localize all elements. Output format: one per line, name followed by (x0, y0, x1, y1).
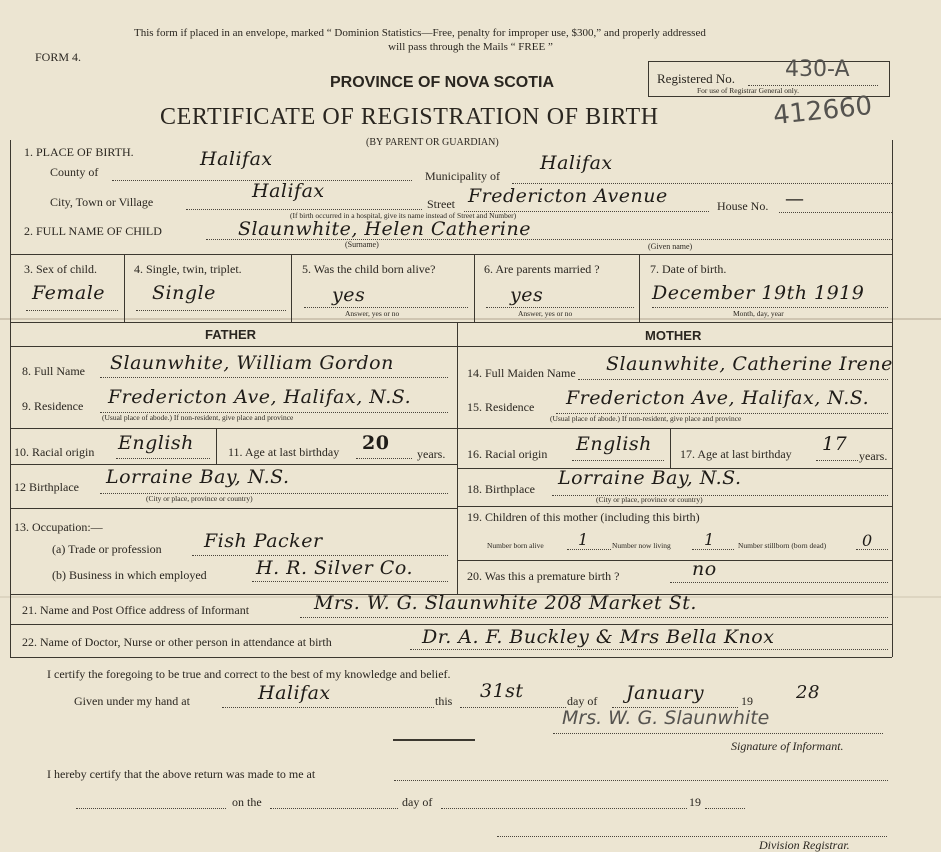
married-value: yes (510, 284, 544, 306)
given-name-caption: (Given name) (648, 242, 693, 251)
informant-label: 21. Name and Post Office address of Informant (22, 603, 250, 617)
registrar-on-the-label: on the (232, 795, 262, 809)
registrar-year-prefix: 19 (689, 795, 701, 809)
plurality-label: 4. Single, twin, triplet. (134, 262, 242, 276)
house-label: House No. (717, 199, 769, 213)
premature-label: 20. Was this a premature birth ? (467, 569, 620, 583)
father-heading: FATHER (205, 327, 257, 342)
day-of-label: day of (567, 694, 598, 708)
father-residence-caption: (Usual place of abode.) If non-resident, give place and province (102, 413, 294, 422)
mother-residence-label: 15. Residence (467, 400, 535, 414)
father-birthplace-value: Lorraine Bay, N.S. (106, 466, 290, 488)
dob-value: December 19th 1919 (652, 282, 865, 304)
attendant-label: 22. Name of Doctor, Nurse or other person in attendance at birth (22, 635, 332, 649)
premature-value: no (692, 558, 717, 580)
mother-birthplace-label: 18. Birthplace (467, 482, 535, 496)
alive-label: 5. Was the child born alive? (302, 262, 436, 276)
mother-birthplace-value: Lorraine Bay, N.S. (558, 467, 742, 489)
father-name-label: 8. Full Name (22, 364, 85, 378)
year-prefix: 19 (741, 694, 753, 708)
father-age-years: years. (417, 447, 446, 461)
given-year-value: 28 (796, 682, 820, 703)
father-residence-value: Fredericton Ave, Halifax, N.S. (108, 386, 412, 408)
stillborn-label: Number stillborn (born dead) (738, 541, 827, 550)
child-name-value: Slaunwhite, Helen Catherine (238, 218, 531, 240)
informant-signature: Mrs. W. G. Slaunwhite (562, 707, 770, 729)
registrar-statement: I hereby certify that the above return was made to me at (47, 767, 316, 781)
city-label: City, Town or Village (50, 195, 154, 209)
father-name-value: Slaunwhite, William Gordon (110, 352, 394, 374)
registrar-caption: Division Registrar. (759, 838, 850, 852)
municipality-value: Halifax (540, 152, 613, 174)
alive-value: yes (332, 284, 366, 306)
married-label: 6. Are parents married ? (484, 262, 600, 276)
mailing-notice: This form if placed in an envelope, marked “ Dominion Statistics—Free, penalty for improper use, $300,” and properly addressed (134, 27, 706, 39)
mother-age-years: years. (859, 449, 888, 463)
place-of-birth-heading: 1. PLACE OF BIRTH. (24, 145, 134, 159)
attendant-value: Dr. A. F. Buckley & Mrs Bella Knox (422, 626, 775, 648)
plurality-value: Single (152, 282, 216, 304)
registration-note: For use of Registrar General only. (697, 86, 799, 95)
father-age-value: 20 (362, 432, 390, 454)
business-label: (b) Business in which employed (52, 568, 207, 582)
occupation-label: 13. Occupation:— (14, 520, 103, 534)
informant-value: Mrs. W. G. Slaunwhite 208 Market St. (314, 592, 697, 614)
father-birthplace-label: 12 Birthplace (14, 480, 79, 494)
certification-statement: I certify the foregoing to be true and correct to the best of my knowledge and belief. (47, 667, 451, 681)
father-racial-value: English (118, 432, 194, 454)
father-age-label: 11. Age at last birthday (228, 445, 340, 459)
business-value: H. R. Silver Co. (256, 557, 413, 579)
mailing-notice-free: will pass through the Mails “ FREE ” (388, 41, 553, 53)
this-label: this (435, 694, 453, 708)
mother-residence-value: Fredericton Ave, Halifax, N.S. (566, 387, 870, 409)
mother-birthplace-caption: (City or place, province or country) (596, 495, 703, 504)
children-label: 19. Children of this mother (including this birth) (467, 510, 700, 524)
surname-caption: (Surname) (345, 240, 379, 249)
paper-fold (0, 318, 941, 320)
mother-residence-caption: (Usual place of abode.) If non-resident, give place and province (550, 414, 742, 423)
given-day-value: 31st (480, 680, 524, 702)
given-place-value: Halifax (258, 682, 331, 704)
alive-caption: Answer, yes or no (345, 309, 400, 318)
mother-age-value: 17 (822, 433, 848, 455)
registration-label: Registered No. (657, 71, 735, 86)
father-birthplace-caption: (City or place, province or country) (146, 494, 253, 503)
married-caption: Answer, yes or no (518, 309, 573, 318)
registrar-day-of-label: day of (402, 795, 433, 809)
city-value: Halifax (252, 180, 325, 202)
page-subtitle: (BY PARENT OR GUARDIAN) (366, 137, 499, 148)
street-value: Fredericton Avenue (468, 185, 668, 207)
sex-label: 3. Sex of child. (24, 262, 97, 276)
mother-heading: MOTHER (645, 328, 702, 343)
living-label: Number now living (612, 541, 671, 550)
street-label: Street (427, 197, 455, 211)
county-label: County of (50, 165, 99, 179)
dob-label: 7. Date of birth. (650, 262, 727, 276)
born-alive-value: 1 (578, 530, 589, 549)
house-value: — (785, 188, 805, 210)
mother-racial-label: 16. Racial origin (467, 447, 548, 461)
given-label: Given under my hand at (74, 694, 190, 708)
father-residence-label: 9. Residence (22, 399, 84, 413)
stillborn-value: 0 (862, 531, 873, 550)
registration-number: 430-A (785, 57, 850, 82)
child-name-label: 2. FULL NAME OF CHILD (24, 224, 162, 238)
signature-caption: Signature of Informant. (731, 739, 844, 753)
sex-value: Female (32, 282, 106, 304)
margin-number: 412660 (771, 90, 874, 132)
trade-label: (a) Trade or profession (52, 542, 162, 556)
mother-name-value: Slaunwhite, Catherine Irene (606, 353, 893, 375)
mother-age-label: 17. Age at last birthday (680, 447, 792, 461)
trade-value: Fish Packer (204, 530, 323, 552)
form-number: FORM 4. (35, 50, 82, 64)
hospital-note: (If birth occurred in a hospital, give its name instead of Street and Number) (290, 211, 517, 220)
mother-racial-value: English (576, 433, 652, 455)
living-value: 1 (704, 530, 715, 549)
born-alive-label: Number born alive (487, 541, 544, 550)
mother-name-label: 14. Full Maiden Name (467, 366, 576, 380)
province-heading: PROVINCE OF NOVA SCOTIA (330, 74, 555, 91)
municipality-label: Municipality of (425, 169, 500, 183)
dob-caption: Month, day, year (733, 309, 784, 318)
given-month-value: January (626, 682, 705, 704)
father-racial-label: 10. Racial origin (14, 445, 95, 459)
county-value: Halifax (200, 148, 273, 170)
page-title: CERTIFICATE OF REGISTRATION OF BIRTH (160, 104, 659, 130)
